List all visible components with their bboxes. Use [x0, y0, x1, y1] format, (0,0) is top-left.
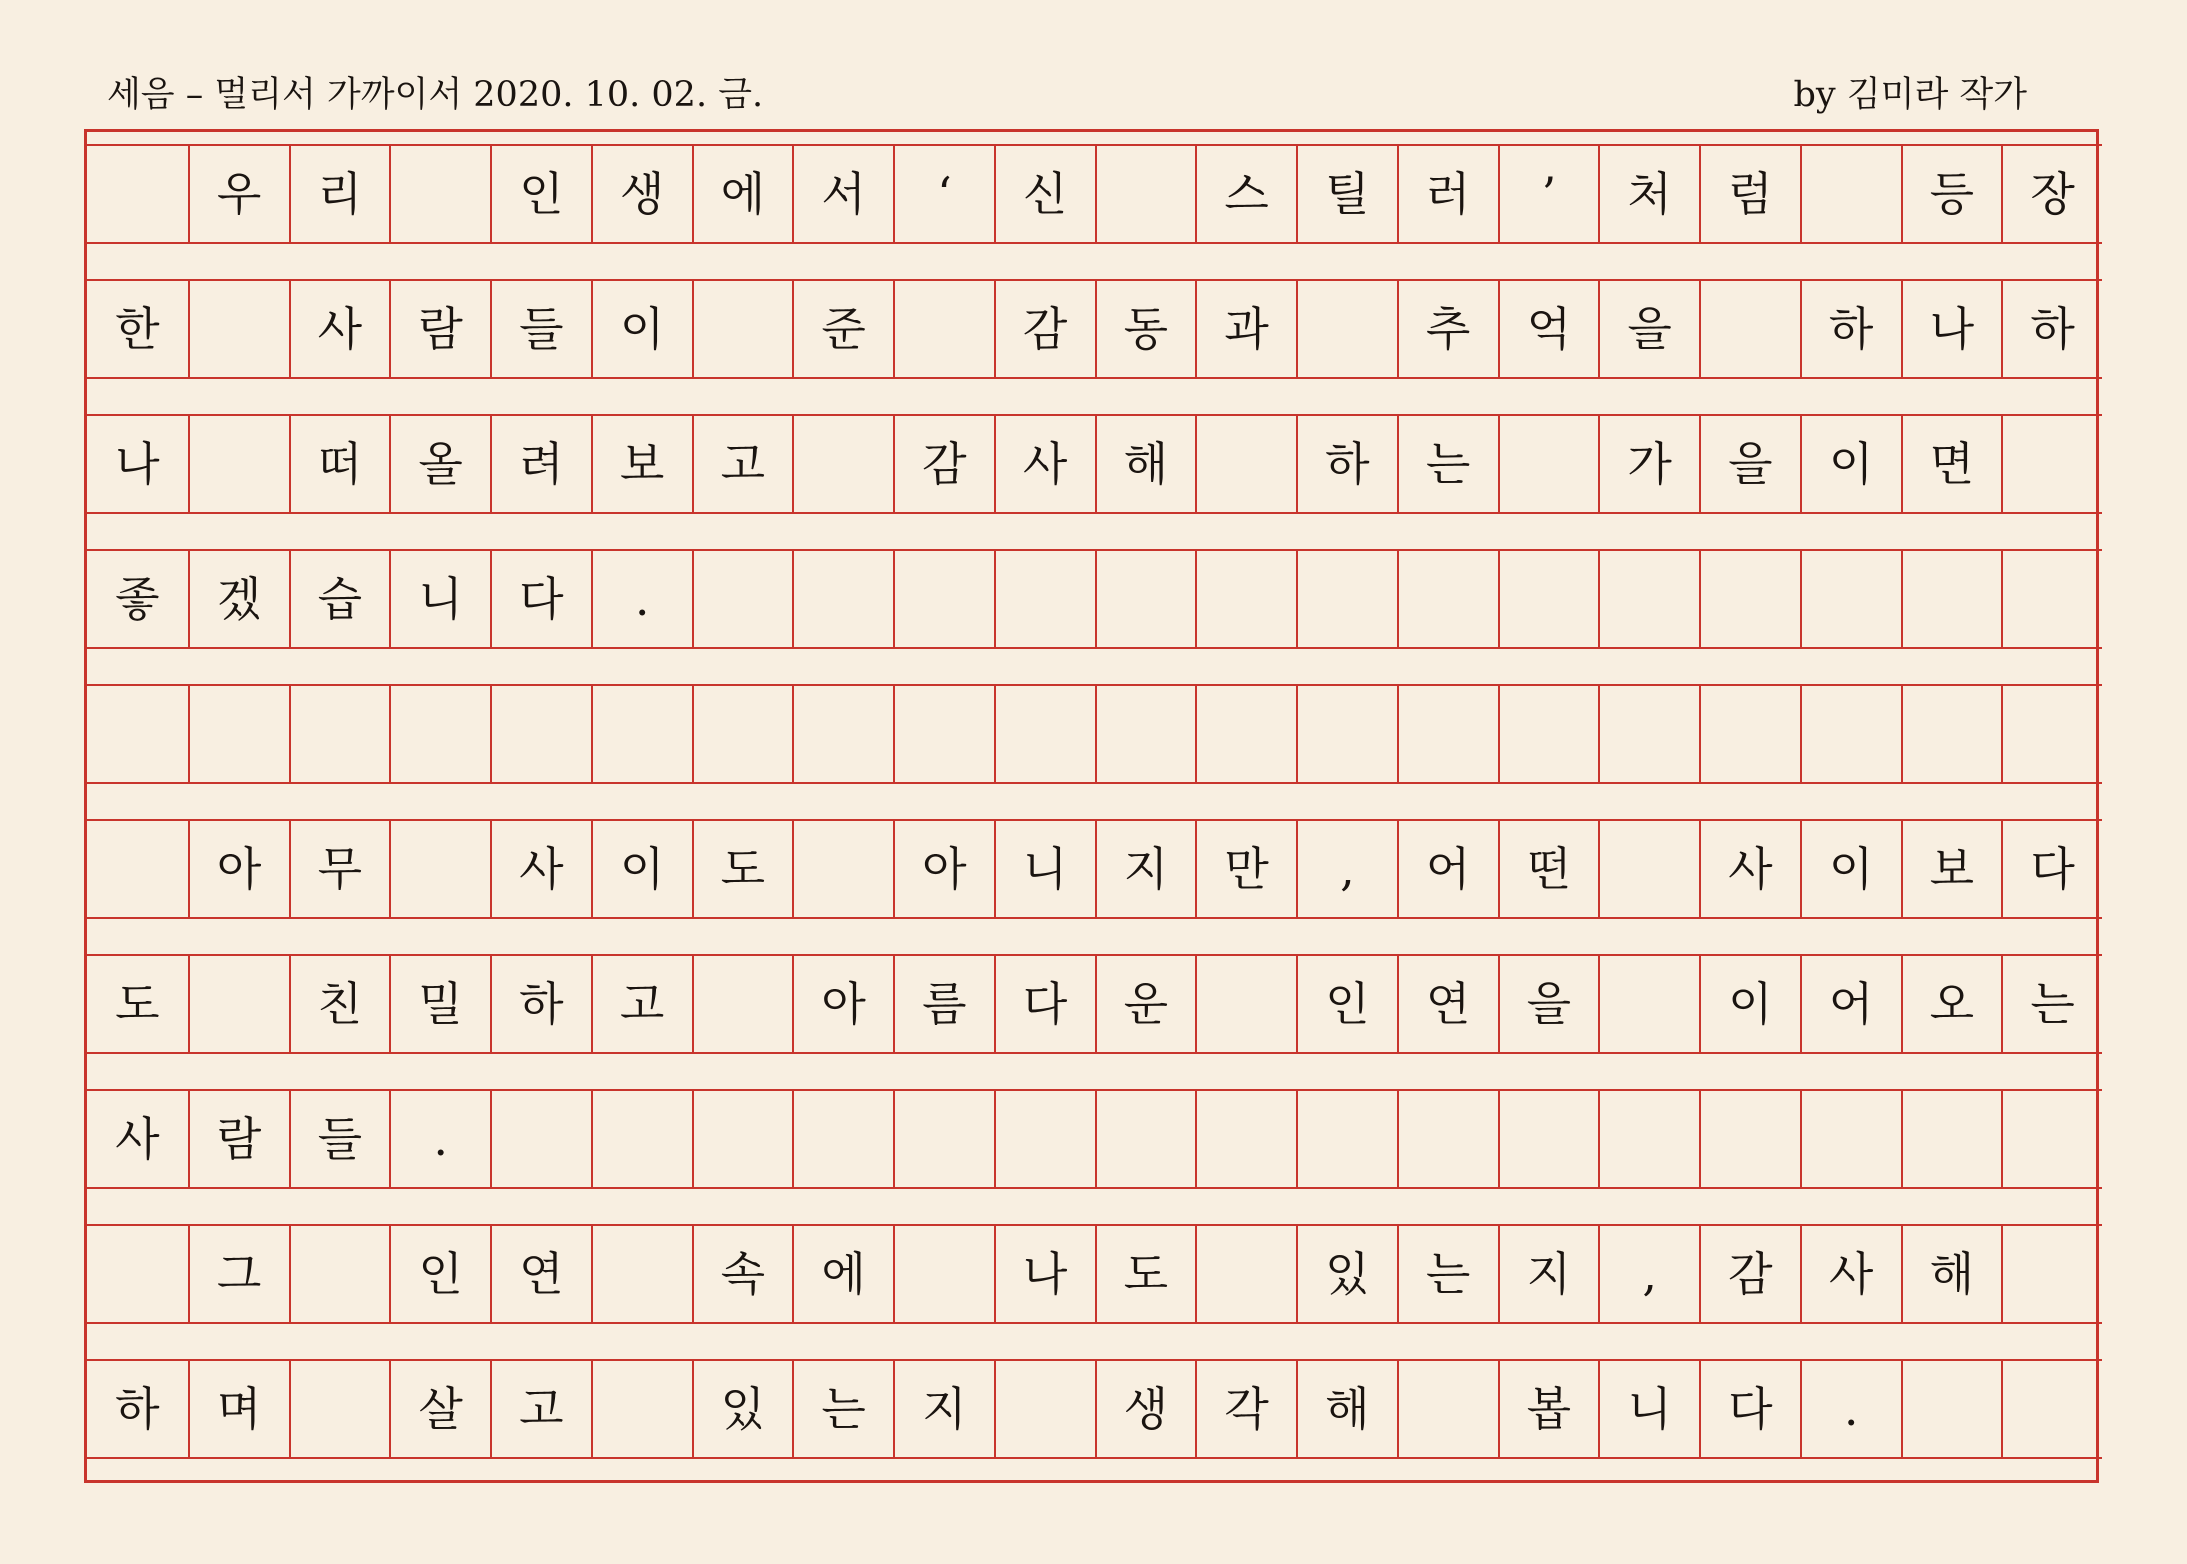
manuscript-cell: 아 [188, 821, 289, 917]
manuscript-cell: , [1296, 821, 1397, 917]
manuscript-cell: 나 [115, 437, 160, 491]
manuscript-cell: 다 [2001, 821, 2102, 917]
manuscript-cell: 사 [1800, 1226, 1901, 1322]
manuscript-cell: 연 [1397, 956, 1498, 1052]
manuscript-cell [1498, 686, 1599, 782]
manuscript-row [87, 1089, 2102, 1189]
manuscript-cell [792, 686, 893, 782]
manuscript-cell: 살 [389, 1361, 490, 1457]
manuscript-cell: 는 [1397, 416, 1498, 512]
manuscript-cell [1095, 146, 1196, 242]
manuscript-cell [1699, 551, 1800, 647]
manuscript-cell: 니 [389, 551, 490, 647]
manuscript-cell: 나 [994, 1226, 1095, 1322]
manuscript-sheet [84, 129, 2099, 1483]
manuscript-cell: 있 [692, 1361, 793, 1457]
manuscript-cell: 사 [490, 821, 591, 917]
manuscript-cell [1397, 1091, 1498, 1187]
manuscript-cell [893, 686, 994, 782]
manuscript-cell: 추 [1397, 281, 1498, 377]
manuscript-cell: 처 [1598, 146, 1699, 242]
manuscript-row [87, 549, 2102, 649]
manuscript-cell: 름 [893, 956, 994, 1052]
manuscript-cell [1498, 416, 1599, 512]
manuscript-cell: 억 [1498, 281, 1599, 377]
manuscript-cell: 떤 [1498, 821, 1599, 917]
manuscript-cell: 만 [1195, 821, 1296, 917]
manuscript-cell [994, 1091, 1095, 1187]
manuscript-cell: 어 [1800, 956, 1901, 1052]
manuscript-cell [1699, 281, 1800, 377]
manuscript-cell [1095, 1091, 1196, 1187]
manuscript-cell: 어 [1397, 821, 1498, 917]
manuscript-cell: 도 [115, 977, 160, 1031]
manuscript-cell [289, 686, 390, 782]
manuscript-cell: 우 [188, 146, 289, 242]
manuscript-cell: , [1598, 1226, 1699, 1322]
manuscript-cell: 고 [490, 1361, 591, 1457]
manuscript-cell: 동 [1095, 281, 1196, 377]
page-header [107, 62, 2027, 122]
manuscript-cell: 올 [389, 416, 490, 512]
manuscript-cell [87, 146, 188, 242]
manuscript-row [87, 279, 2102, 379]
manuscript-cell [2001, 686, 2102, 782]
manuscript-cell: 도 [692, 821, 793, 917]
manuscript-cell: 아 [792, 956, 893, 1052]
manuscript-cell: 는 [792, 1361, 893, 1457]
manuscript-cell: 무 [289, 821, 390, 917]
manuscript-cell: 지 [1498, 1226, 1599, 1322]
manuscript-cell [692, 551, 793, 647]
manuscript-cell: 해 [1296, 1361, 1397, 1457]
manuscript-cell [1598, 551, 1699, 647]
manuscript-cell: 하 [1296, 416, 1397, 512]
manuscript-cell [1397, 686, 1498, 782]
manuscript-cell [591, 1361, 692, 1457]
manuscript-cell [1800, 551, 1901, 647]
manuscript-cell: 지 [893, 1361, 994, 1457]
manuscript-cell: 고 [692, 416, 793, 512]
manuscript-cell: 감 [994, 281, 1095, 377]
manuscript-cell: 습 [289, 551, 390, 647]
manuscript-cell: ’ [1498, 146, 1599, 242]
manuscript-cell [289, 1361, 390, 1457]
manuscript-cell: 는 [2001, 956, 2102, 1052]
manuscript-cell: 준 [792, 281, 893, 377]
manuscript-cell [1498, 551, 1599, 647]
manuscript-cell: 봅 [1498, 1361, 1599, 1457]
manuscript-cell [1296, 551, 1397, 647]
manuscript-cell [1699, 1091, 1800, 1187]
manuscript-cell [792, 551, 893, 647]
manuscript-cell [1901, 551, 2002, 647]
manuscript-cell: 아 [893, 821, 994, 917]
manuscript-cell [692, 956, 793, 1052]
manuscript-cell: 사 [115, 1112, 160, 1166]
manuscript-row [87, 954, 2102, 1054]
manuscript-cell: 인 [389, 1226, 490, 1322]
manuscript-cell [2001, 1361, 2102, 1457]
manuscript-cell: 니 [994, 821, 1095, 917]
manuscript-cell: 떠 [289, 416, 390, 512]
manuscript-cell [1397, 1361, 1498, 1457]
manuscript-cell [1800, 686, 1901, 782]
manuscript-cell: 하 [2001, 281, 2102, 377]
manuscript-cell [2001, 1226, 2102, 1322]
manuscript-cell: 며 [188, 1361, 289, 1457]
manuscript-cell [389, 686, 490, 782]
manuscript-cell [2001, 1091, 2102, 1187]
manuscript-cell [188, 416, 289, 512]
manuscript-cell: 속 [692, 1226, 793, 1322]
manuscript-row [87, 1359, 2102, 1459]
manuscript-cell: 에 [792, 1226, 893, 1322]
manuscript-cell [1296, 281, 1397, 377]
manuscript-cell [1095, 686, 1196, 782]
manuscript-cell [792, 416, 893, 512]
manuscript-cell: 면 [1901, 416, 2002, 512]
manuscript-cell: 이 [1699, 956, 1800, 1052]
manuscript-cell: 신 [994, 146, 1095, 242]
manuscript-cell [1800, 1091, 1901, 1187]
manuscript-cell [692, 281, 793, 377]
manuscript-row [87, 684, 2102, 784]
manuscript-cell: 인 [1296, 956, 1397, 1052]
manuscript-cell: 려 [490, 416, 591, 512]
manuscript-cell: 보 [1901, 821, 2002, 917]
manuscript-cell [1901, 1091, 2002, 1187]
manuscript-cell: 감 [1699, 1226, 1800, 1322]
manuscript-cell: 나 [1901, 281, 2002, 377]
manuscript-cell [692, 1091, 793, 1187]
manuscript-cell: 오 [1901, 956, 2002, 1052]
manuscript-cell [591, 686, 692, 782]
page-title: 세음 – 멀리서 가까이서 2020. 10. 02. 금. [107, 75, 764, 115]
manuscript-cell [1296, 686, 1397, 782]
manuscript-cell: 람 [188, 1091, 289, 1187]
manuscript-cell [188, 686, 289, 782]
manuscript-cell: 지 [1095, 821, 1196, 917]
manuscript-cell [1498, 1091, 1599, 1187]
manuscript-cell: . [389, 1091, 490, 1187]
manuscript-cell [893, 1226, 994, 1322]
manuscript-cell [792, 1091, 893, 1187]
manuscript-cell [1901, 686, 2002, 782]
manuscript-cell [2001, 551, 2102, 647]
manuscript-cell [1699, 686, 1800, 782]
manuscript-cell [893, 281, 994, 377]
manuscript-cell: 장 [2001, 146, 2102, 242]
manuscript-row [87, 144, 2102, 244]
manuscript-cell: 보 [591, 416, 692, 512]
manuscript-cell: 틸 [1296, 146, 1397, 242]
manuscript-cell [1195, 1226, 1296, 1322]
manuscript-cell: 서 [792, 146, 893, 242]
manuscript-cell [1296, 1091, 1397, 1187]
manuscript-cell: . [1800, 1361, 1901, 1457]
manuscript-cell: 다 [1699, 1361, 1800, 1457]
manuscript-row [87, 819, 2102, 919]
manuscript-cell [1800, 146, 1901, 242]
manuscript-cell [87, 821, 188, 917]
manuscript-cell: ‘ [893, 146, 994, 242]
manuscript-cell [87, 1226, 188, 1322]
manuscript-cell [490, 686, 591, 782]
manuscript-cell [1598, 956, 1699, 1052]
manuscript-cell: 연 [490, 1226, 591, 1322]
manuscript-cell: 밀 [389, 956, 490, 1052]
manuscript-cell: 이 [591, 821, 692, 917]
manuscript-cell: 좋 [115, 572, 160, 626]
manuscript-cell: 들 [490, 281, 591, 377]
manuscript-cell [1195, 551, 1296, 647]
manuscript-cell: 도 [1095, 1226, 1196, 1322]
manuscript-cell: . [591, 551, 692, 647]
manuscript-cell: 하 [115, 1382, 160, 1436]
manuscript-cell [490, 1091, 591, 1187]
manuscript-cell: 다 [490, 551, 591, 647]
manuscript-cell: 인 [490, 146, 591, 242]
manuscript-cell: 람 [389, 281, 490, 377]
manuscript-cell: 이 [591, 281, 692, 377]
manuscript-cell [87, 686, 188, 782]
manuscript-cell: 가 [1598, 416, 1699, 512]
manuscript-cell [389, 146, 490, 242]
manuscript-cell [893, 551, 994, 647]
manuscript-cell [389, 821, 490, 917]
manuscript-cell: 러 [1397, 146, 1498, 242]
manuscript-row [87, 414, 2102, 514]
manuscript-cell: 해 [1095, 416, 1196, 512]
manuscript-grid [87, 132, 2102, 1486]
manuscript-cell [1598, 1091, 1699, 1187]
manuscript-cell [2001, 416, 2102, 512]
manuscript-cell: 고 [591, 956, 692, 1052]
manuscript-cell: 사 [289, 281, 390, 377]
manuscript-cell: 등 [1901, 146, 2002, 242]
manuscript-cell: 리 [289, 146, 390, 242]
manuscript-cell: 생 [591, 146, 692, 242]
manuscript-cell [188, 956, 289, 1052]
manuscript-cell [994, 686, 1095, 782]
manuscript-cell: 생 [1095, 1361, 1196, 1457]
manuscript-cell: 운 [1095, 956, 1196, 1052]
manuscript-cell: 하 [1800, 281, 1901, 377]
manuscript-cell [1195, 416, 1296, 512]
author-credit: by 김미라 작가 [1793, 75, 2027, 115]
manuscript-cell: 을 [1699, 416, 1800, 512]
manuscript-cell: 럼 [1699, 146, 1800, 242]
manuscript-cell: 과 [1195, 281, 1296, 377]
manuscript-cell: 감 [893, 416, 994, 512]
manuscript-row [87, 1224, 2102, 1324]
manuscript-cell [188, 281, 289, 377]
manuscript-cell [1195, 686, 1296, 782]
manuscript-cell: 친 [289, 956, 390, 1052]
manuscript-cell [591, 1226, 692, 1322]
manuscript-cell [1195, 1091, 1296, 1187]
manuscript-cell: 각 [1195, 1361, 1296, 1457]
manuscript-cell [591, 1091, 692, 1187]
manuscript-cell: 한 [115, 302, 160, 356]
manuscript-cell: 사 [1699, 821, 1800, 917]
manuscript-cell [1397, 551, 1498, 647]
manuscript-cell: 이 [1800, 821, 1901, 917]
manuscript-cell: 있 [1296, 1226, 1397, 1322]
manuscript-cell: 사 [994, 416, 1095, 512]
manuscript-cell [692, 686, 793, 782]
manuscript-cell [289, 1226, 390, 1322]
manuscript-cell [1598, 686, 1699, 782]
manuscript-cell [792, 821, 893, 917]
manuscript-cell: 스 [1195, 146, 1296, 242]
manuscript-cell: 해 [1901, 1226, 2002, 1322]
manuscript-cell [893, 1091, 994, 1187]
manuscript-cell: 다 [994, 956, 1095, 1052]
manuscript-cell: 들 [289, 1091, 390, 1187]
manuscript-cell: 니 [1598, 1361, 1699, 1457]
manuscript-cell: 그 [188, 1226, 289, 1322]
manuscript-cell: 을 [1498, 956, 1599, 1052]
manuscript-cell [1195, 956, 1296, 1052]
manuscript-cell: 을 [1598, 281, 1699, 377]
manuscript-cell [994, 1361, 1095, 1457]
manuscript-cell [1598, 821, 1699, 917]
manuscript-cell: 겠 [188, 551, 289, 647]
manuscript-cell [994, 551, 1095, 647]
manuscript-cell: 는 [1397, 1226, 1498, 1322]
manuscript-cell: 하 [490, 956, 591, 1052]
manuscript-cell: 이 [1800, 416, 1901, 512]
manuscript-cell [1095, 551, 1196, 647]
manuscript-cell: 에 [692, 146, 793, 242]
manuscript-cell [1901, 1361, 2002, 1457]
